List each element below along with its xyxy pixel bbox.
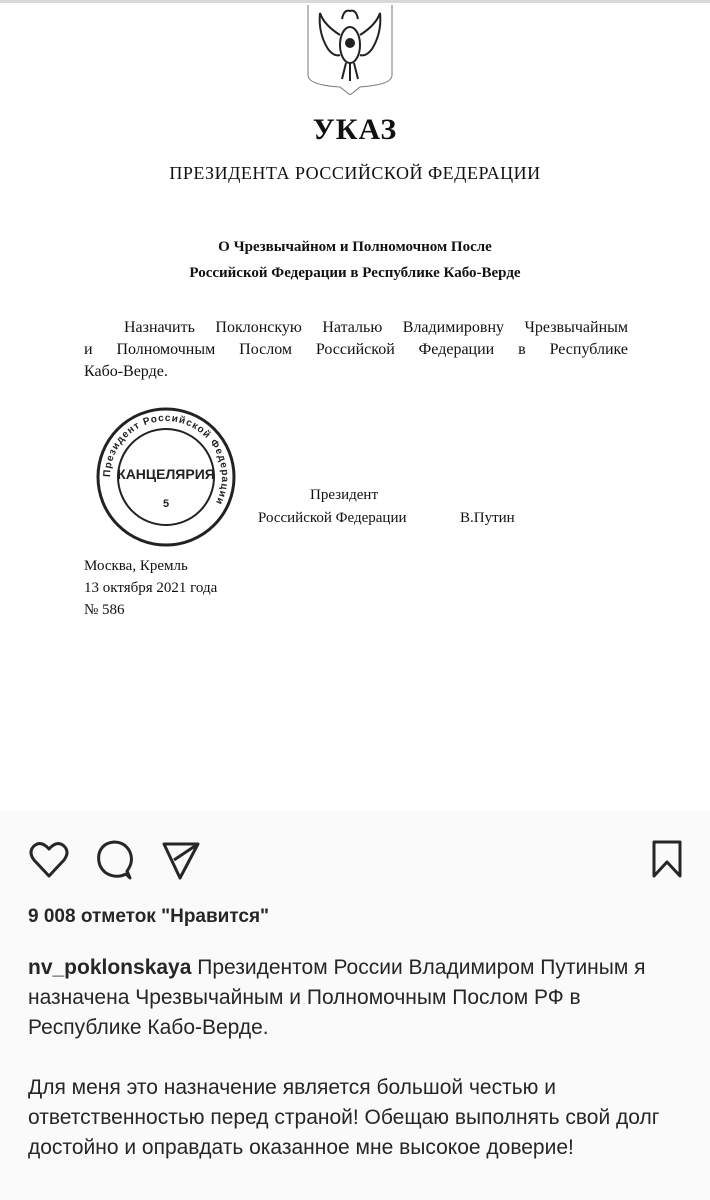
svg-text:Президент Российской Федерации: Президент Российской Федерации — [101, 412, 231, 507]
decree-heading-line: Российской Федерации в Республике Кабо-Верде — [189, 265, 521, 281]
signature-org: Российской Федерации — [258, 510, 407, 526]
decree-body-line: и Полномочным Послом Российской Федерации в Республике — [84, 341, 628, 358]
caption-username[interactable]: nv_poklonskaya — [28, 956, 192, 979]
signature-name: В.Путин — [460, 510, 515, 526]
decree-heading-line: О Чрезвычайном и Полномочном После — [218, 239, 492, 255]
bookmark-icon[interactable] — [650, 838, 684, 882]
decree-number: № 586 — [84, 602, 125, 618]
likes-count[interactable]: 9 008 отметок "Нравится" — [28, 906, 270, 927]
comment-icon[interactable] — [94, 838, 136, 882]
decree-date: 13 октября 2021 года — [84, 580, 218, 596]
coat-of-arms-icon — [306, 5, 394, 95]
decree-body-line: Кабо-Верде. — [84, 363, 168, 380]
caption-text: Президентом России Владимиром Путиным я назначена Чрезвычайным и Полномочным Послом РФ в Республике Кабо-Верде. — [28, 956, 646, 1039]
svg-text:КАНЦЕЛЯРИЯ: КАНЦЕЛЯРИЯ — [117, 466, 215, 482]
decree-place: Москва, Кремль — [84, 558, 188, 574]
svg-text:5: 5 — [162, 498, 170, 510]
official-stamp — [96, 407, 236, 547]
decree-body-line: Назначить Поклонскую Наталью Владимировну Чрезвычайным — [124, 319, 628, 336]
signature-title: Президент — [310, 487, 378, 503]
send-icon[interactable] — [160, 838, 202, 882]
decree-title: УКАЗ — [312, 113, 398, 146]
heart-icon[interactable] — [28, 838, 70, 882]
decree-subtitle: ПРЕЗИДЕНТА РОССИЙСКОЙ ФЕДЕРАЦИИ — [169, 163, 541, 183]
caption-text: Для меня это назначение является большой честью и ответственностью перед страной! Обещаю выполнять свой долг достойно и оправдать оказанное мне высокое доверие! — [28, 1076, 660, 1159]
post-caption — [28, 953, 688, 1163]
post-actions-bar — [0, 838, 710, 882]
